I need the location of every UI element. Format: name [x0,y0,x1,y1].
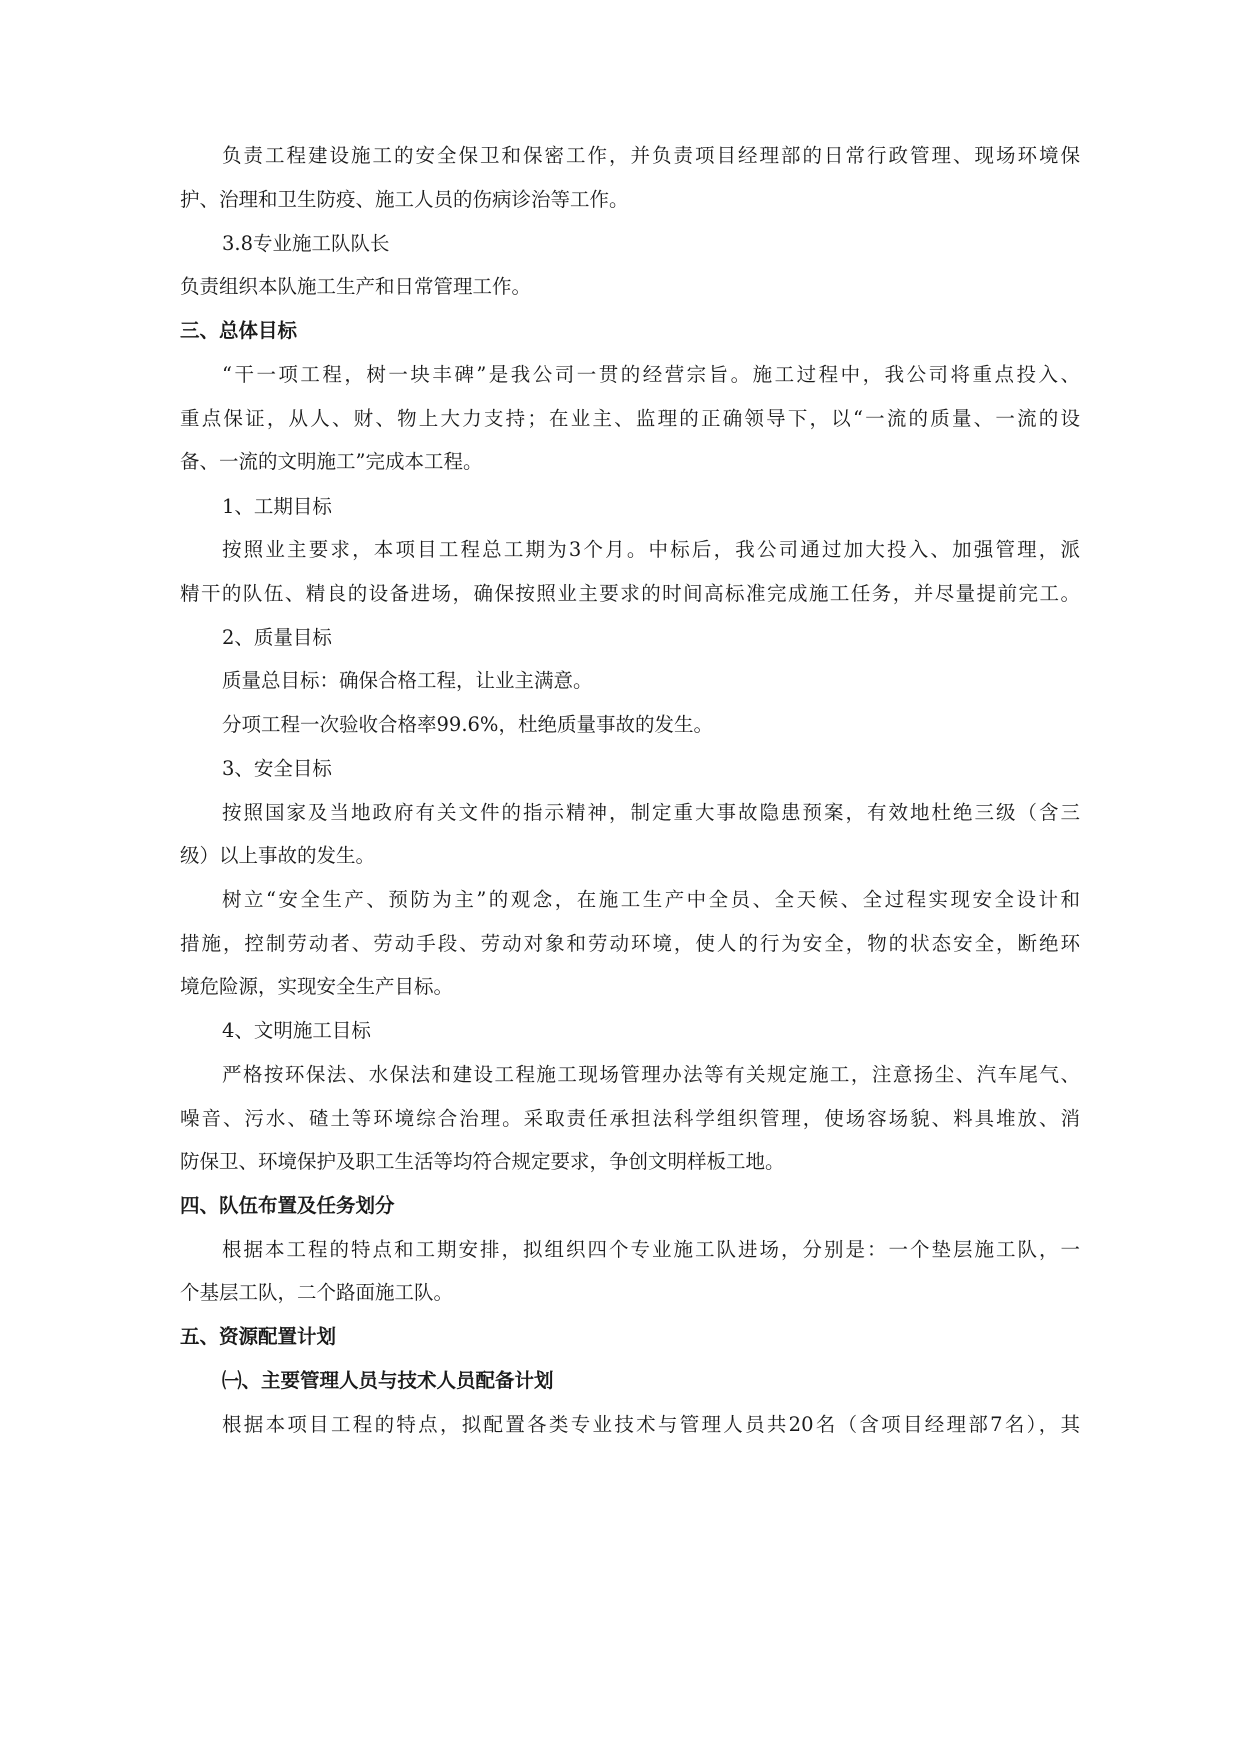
paragraph-line: 级）以上事故的发生。 [180,844,376,867]
paragraph-line: 护、治理和卫生防疫、施工人员的伤病诊治等工作。 [180,188,629,211]
paragraph-line: 负责工程建设施工的安全保卫和保密工作，并负责项目经理部的日常行政管理、现场环境保 [222,144,1080,167]
paragraph-line: 重点保证，从人、财、物上大力支持；在业主、监理的正确领导下，以“一流的质量、一流的设 [180,407,1080,430]
paragraph-line: 噪音、污水、碴土等环境综合治理。采取责任承担法科学组织管理，使场容场貌、料具堆放、消 [180,1107,1080,1130]
paragraph-line: 按照业主要求，本项目工程总工期为3个月。中标后，我公司通过加大投入、加强管理，派 [222,538,1080,561]
paragraph-line: 严格按环保法、水保法和建设工程施工现场管理办法等有关规定施工，注意扬尘、汽车尾气、 [222,1063,1080,1086]
subheading-civilized-construction-goal: 4、文明施工目标 [222,1019,371,1042]
subheading-quality-goal: 2、质量目标 [222,626,332,649]
subheading-schedule-goal: 1、工期目标 [222,495,332,518]
paragraph-line: “干一项工程，树一块丰碑”是我公司一贯的经营宗旨。施工过程中，我公司将重点投入、 [222,363,1080,386]
paragraph-line: 防保卫、环境保护及职工生活等均符合规定要求，争创文明样板工地。 [180,1150,785,1173]
section-heading-resource-plan: 五、资源配置计划 [180,1325,337,1348]
paragraph-line: 备、一流的文明施工”完成本工程。 [180,450,483,473]
paragraph-line: 树立“安全生产、预防为主”的观念，在施工生产中全员、全天候、全过程实现安全设计和 [222,888,1080,911]
paragraph-line: 按照国家及当地政府有关文件的指示精神，制定重大事故隐患预案，有效地杜绝三级（含三 [222,801,1080,824]
section-heading-3-8: 3.8专业施工队队长 [222,232,390,255]
paragraph-line: 分项工程一次验收合格率99.6%，杜绝质量事故的发生。 [222,713,713,736]
paragraph-line: 质量总目标：确保合格工程，让业主满意。 [222,669,593,692]
section-heading-team-layout: 四、队伍布置及任务划分 [180,1194,395,1217]
paragraph-line: 境危险源，实现安全生产目标。 [180,975,454,998]
subheading-staffing-plan: ㈠、主要管理人员与技术人员配备计划 [222,1369,554,1392]
paragraph-line: 负责组织本队施工生产和日常管理工作。 [180,275,532,298]
paragraph-line: 根据本项目工程的特点，拟配置各类专业技术与管理人员共20名（含项目经理部7名），其 [222,1413,1080,1436]
paragraph-line: 精干的队伍、精良的设备进场，确保按照业主要求的时间高标准完成施工任务，并尽量提前完工。 [180,582,1080,605]
section-heading-overall-goals: 三、总体目标 [180,319,298,342]
subheading-safety-goal: 3、安全目标 [222,757,332,780]
paragraph-line: 根据本工程的特点和工期安排，拟组织四个专业施工队进场，分别是：一个垫层施工队，一 [222,1238,1080,1261]
paragraph-line: 措施，控制劳动者、劳动手段、劳动对象和劳动环境，使人的行为安全，物的状态安全，断绝环 [180,932,1080,955]
paragraph-line: 个基层工队，二个路面施工队。 [180,1281,454,1304]
